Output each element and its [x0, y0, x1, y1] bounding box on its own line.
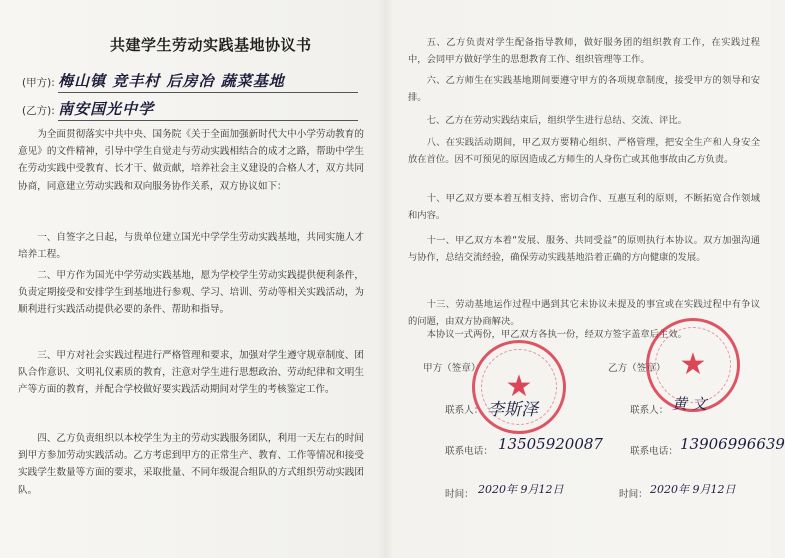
party-b-line — [22, 98, 154, 119]
party-b-name: 南安国光中学 — [58, 100, 155, 118]
clause-10: 十、甲乙双方要本着互相支持、密切合作、互惠互利的原则，不断拓宽合作领域和内容。 — [408, 193, 760, 221]
party-b-date-label: 时间： — [619, 489, 648, 500]
party-a-phone: 13505920087 — [498, 435, 603, 453]
party-b-phone: 13906996639 — [680, 435, 785, 453]
document-title: 共建学生劳动实践基地协议书 — [110, 36, 312, 54]
party-a-seal-star-icon: ★ — [505, 369, 533, 404]
party-a-date-label: 时间： — [445, 489, 474, 500]
party-b-phone-label: 联系电话： — [630, 446, 678, 457]
party-b-date: 2020年 9月12日 — [650, 483, 736, 496]
party-a-phone-label: 联系电话： — [445, 446, 493, 457]
clause-5: 五、乙方负责对学生配备指导教师，做好服务团的组织教育工作，在实践过程中，会同甲方做好学生的思想教育工作、组织管理等工作。 — [408, 37, 760, 65]
clause-2: 二、甲方作为国光中学劳动实践基地，愿为学校学生劳动实践提供便利条件，负责定期接受和安排学生到基地进行参观、学习、培训、劳动等相关实践活动，为顺利进行实践活动提供必要的条件、帮助和指导。 — [18, 270, 364, 316]
party-a-date: 2020年 9月12日 — [478, 483, 564, 496]
clause-3: 三、甲方对社会实践过程进行严格管理和要求，加强对学生遵守规章制度、团队合作意识、文明礼仪素质的教育，注意对学生进行思想政治、劳动纪律和文明生产等方面的教育，并配合学校做好要实践活动期间对学生的考核鉴定工作。 — [18, 350, 364, 396]
party-a-line — [22, 70, 285, 91]
clause-4: 四、乙方负责组织以本校学生为主的劳动实践服务团队，利用一天左右的时间到甲方参加劳动实践活动。乙方考虑到甲方的正常生产、教育、工作等情况和接受实践学生数量等方面的要求，采取批量、不同年级混合组队的方式组织劳动实践团队。 — [18, 433, 364, 496]
party-a-underline — [58, 92, 358, 93]
party-a-contact-signature: 李斯泽 — [487, 400, 538, 420]
party-a-contact-label: 联系人： — [445, 405, 484, 416]
party-b-underline — [58, 120, 358, 121]
clause-11: 十一、甲乙双方本着“发展、服务、共同受益”的原则执行本协议。双方加强沟通与协作，总结交流经验，确保劳动实践基地沿着正确的方向健康的发展。 — [408, 235, 760, 263]
party-b-contact-signature: 黄 文 — [672, 395, 707, 413]
left-column — [18, 0, 370, 558]
party-a-name: 梅山镇 竞丰村 后房冶 蔬菜基地 — [58, 72, 285, 90]
right-column — [408, 0, 760, 558]
party-b-seal-label: 乙方（签章） — [608, 363, 666, 374]
clause-8: 八、在实践活动期间，甲乙双方要精心组织、严格管理，把安全生产和人身安全放在首位。因不可预见的原因造成乙方师生的人身伤亡或其他事故由乙方负责。 — [408, 137, 760, 165]
closing-statement: 本协议一式两份，甲乙双方各执一份，经双方签字盖章后生效。 — [426, 329, 687, 340]
clause-7: 七、乙方在劳动实践结束后，组织学生进行总结、交流、评比。 — [426, 115, 687, 126]
party-b-seal-star-icon: ★ — [679, 347, 707, 382]
party-b-label: (乙方): — [22, 105, 55, 117]
clause-6: 六、乙方师生在实践基地期间要遵守甲方的各项规章制度，接受甲方的领导和安排。 — [408, 75, 760, 103]
clause-13: 十三、劳动基地运作过程中遇到其它未协议未提及的事宜或在实践过程中有争议的问题，由双方协商解决。 — [408, 299, 760, 327]
clause-1: 一、自签字之日起，与贵单位建立国光中学学生劳动实践基地，共同实施人才培养工程。 — [18, 232, 364, 261]
party-b-contact-label: 联系人： — [630, 405, 669, 416]
party-a-label: (甲方): — [22, 77, 55, 89]
preamble-paragraph: 为全面贯彻落实中共中央、国务院《关于全面加强新时代大中小学劳动教育的意见》的文件精神，引导中学生自觉走与劳动实践相结合的成才之路，帮助中学生在劳动实践中受教育、长才干、做贡献，培养社会主义建设的合格人才，双方共同协商，同意建立劳动实践和双向服务协作关系，双方协议如下： — [18, 129, 364, 192]
party-a-seal-label: 甲方（签章） — [423, 363, 481, 374]
